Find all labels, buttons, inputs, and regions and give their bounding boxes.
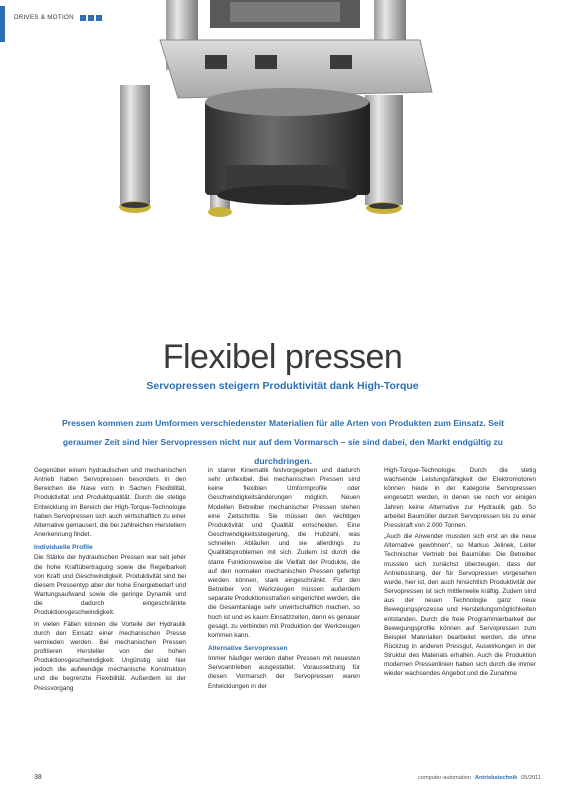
paragraph: In vielen Fällen können die Vorteile der Hydraulik durch den Einsatz einer mechanischen Presse vermieden werden. Bei mechanischen Pressen profitieren Hersteller von der hohen Produktionsgeschwindigkeit. Ungünstig sind hier jedoch die aufwendige mechanische Konstruktion und die begrenzte Flexibilität. Außerdem ist der Pressvorgang (34, 620, 186, 692)
paragraph: Die Stärke der hydraulischen Pressen war seit jeher die hohe Kraftübertragung sowie die Regelbarkeit von Kraft und Geschwindigkeit. Produktivität sind bei diesem Pressentyp aber der hohe Energiebedarf und Wartungsaufwand sowie die geringe Dynamik und die dadurch eingeschränkte Produktionsgeschwindigkeit. (34, 554, 186, 617)
text-column-3 (384, 466, 536, 681)
marker-square-icon (88, 15, 94, 21)
footer-section-name: Antriebstechnik (474, 775, 518, 781)
subline: Servopressen steigern Produktivität dank High-Torque (146, 380, 419, 392)
paragraph: High-Torque-Technologie. Durch die stetig wachsende Leistungsfähigkeit der Elektromotoren können heute in der Kategorie Servopressen eingesetzt werden, in denen sie noch vor einigen Jahren keine Alternative zur Hydraulik gab. So arbeitet Baumüller derzeit Servopressen bis zu einer Presskraft von 2.000 Tonnen. (384, 467, 536, 529)
footer-issue: 05/2011 (521, 775, 541, 781)
page-edge-tab (0, 6, 5, 42)
subheading: Individuelle Profile (34, 544, 93, 552)
hero-photo-servo-press (0, 0, 565, 330)
footer-publication-name: computer-automation (418, 775, 471, 781)
paragraph: Gegenüber einem hydraulischen und mechanischen Antrieb haben Servopressen besonders in den Bereichen die Nase vorn: in Sachen Flexibilität, Produktivität und Produktqualität. Durch die stetige Entwicklung im Bereich der High-Torque-Technologie haben Servopressen sich auch wirtschaftlich zu einer Alternative gemausert, die bei zahlreichen Herstellern Anerkennung findet. (34, 467, 186, 539)
marker-square-icon (80, 15, 86, 21)
subheading: Alternative Servopressen (208, 644, 288, 652)
paragraph: „Auch die Anwender mussten sich erst an die neue Alternative gewöhnen“, so Markus Jelinek, Leiter Technischer Vertrieb bei Baumüller. Die Betreiber mussten sich zunächst überzeugen, dass der Antriebsstrang, der für Servopressen vorgesehen wurde, hier ist, den auch hinsichtlich Produktivität der Servopressen ist sich mittlerweile kräftig. Zudem sind aus der neuen Technologie ganz neue Bewegungsprozesse und Herstellungsmöglichkeiten entstanden. Durch die freie Programmierbarkeit der Bewegungsprofile können auf Servopressen zum Beispiel Materialien bearbeitet werden, die ohne Rückzug in anderen Pressgut, Auswirkungen in der Struktur des Materials erhalten. Auch die Produktion modernen Pressenlinien haben sich durch die immer wieder wachsendes Angebot und die Zunahme (384, 533, 536, 678)
text-column-1 (34, 466, 186, 695)
section-header (14, 14, 102, 21)
footer-publication (418, 775, 541, 781)
teaser-text: Pressen kommen zum Umformen verschiedenster Materialien für alle Arten von Produkten zum Einsatz. Seit geraumer Zeit sind hier Servopressen nicht nur auf dem Vormarsch – sie sind dabei, den Markt endgültig zu durchdringen. (62, 418, 504, 466)
headline: Flexibel pressen (162, 338, 403, 376)
paragraph: in starrer Kinematik festvorgegeben und dadurch sehr unflexibel. Bei mechanischen Pressen sind keine flexiblen Umformprofile oder Geschwindigkeitsänderungen möglich. Neuen Modellen Betreiber mechanischer Pressen stehen eine Zeitschritte. Sie müssen den wichtigen Produktivität und Qualität entscheiden. Eine Geschwindigkeitssteigerung, die Hubzahl, was schnellen Abläufen und sie allerdings zu Qualitätsproblemen mit sich. Zudem ist durch die starre Funktionsweise die Vielfalt der Produkte, die auf den normalen mechanischen Pressen gefertigt werden können, stark eingeschränkt. Für den Betreiber von Werkzeugen müssen außerdem separate Produktionsstraßen eingerichtet werden, die die Gesamtanlage sehr unwirtschaftlich machen, so hoch ist und es kaum Einsatzzeiten, denn es genauer gesagt, zu verbinden mit Produktion der Werkzeugen kommen kann. (208, 467, 360, 639)
text-column-2 (208, 466, 360, 693)
section-marker-squares (80, 15, 102, 21)
marker-square-icon (96, 15, 102, 21)
paragraph: Immer häufiger werden daher Pressen mit neuesten Servoantrieben ausgestattet. Voraussetzung für diesen Vormarsch der Servopressen waren Entwicklungen in der (208, 655, 360, 690)
page-number: 38 (34, 774, 42, 781)
section-label: DRIVES & MOTION (14, 14, 74, 21)
